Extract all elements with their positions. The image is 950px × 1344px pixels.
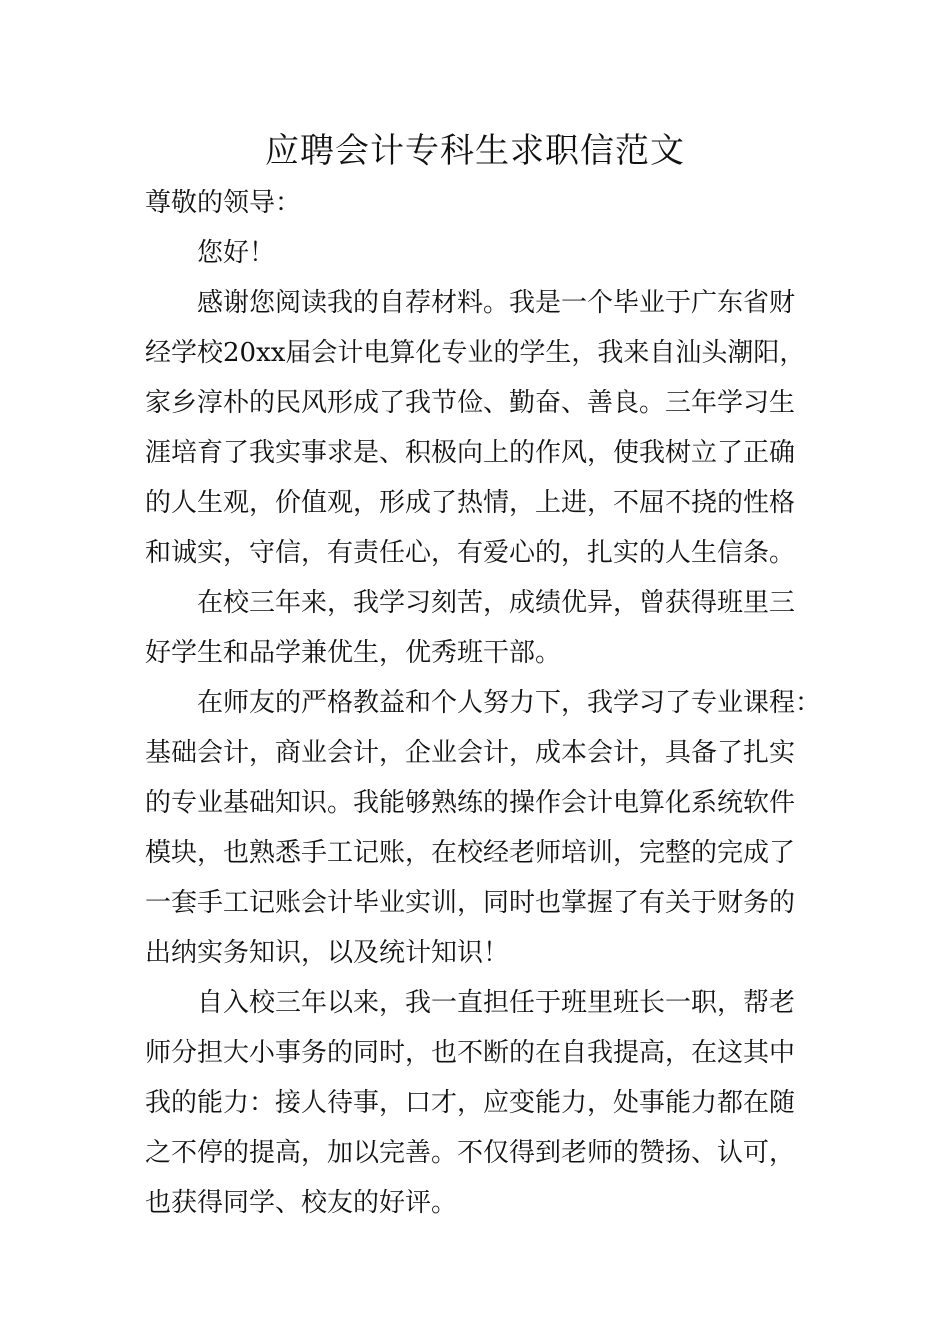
paragraph-line: 师分担大小事务的同时，也不断的在自我提高，在这其中 (145, 1038, 796, 1068)
paragraph-1 (145, 278, 815, 578)
paragraph-line: 感谢您阅读我的自荐材料。我是一个毕业于广东省财 (197, 288, 796, 318)
paragraph-line: 基础会计，商业会计，企业会计，成本会计，具备了扎实 (145, 738, 796, 768)
paragraph-2 (145, 578, 815, 678)
paragraph-line: 好学生和品学兼优生，优秀班干部。 (145, 638, 562, 668)
paragraph-line: 的人生观，价值观，形成了热情，上进，不屈不挠的性格 (145, 488, 796, 518)
paragraph-line: 模块，也熟悉手工记账，在校经老师培训，完整的完成了 (145, 838, 796, 868)
paragraph-3 (145, 678, 822, 978)
paragraph-line: 自入校三年以来，我一直担任于班里班长一职，帮老 (197, 988, 796, 1018)
paragraph-line: 在校三年来，我学习刻苦，成绩优异，曾获得班里三 (197, 588, 796, 618)
paragraph-line: 在师友的严格教益和个人努力下，我学习了专业课程： (197, 688, 822, 718)
greeting: 您好！ (197, 238, 276, 268)
paragraph-line: 和诚实，守信，有责任心，有爱心的，扎实的人生信条。 (145, 538, 796, 568)
paragraph-line: 我的能力：接人待事，口才，应变能力，处事能力都在随 (145, 1088, 796, 1118)
paragraph-line: 一套手工记账会计毕业实训，同时也掌握了有关于财务的 (145, 888, 796, 918)
paragraph-line: 出纳实务知识，以及统计知识！ (145, 938, 510, 968)
document-title: 应聘会计专科生求职信范文 (265, 131, 685, 171)
letter-body (145, 178, 822, 1228)
paragraph-4 (145, 978, 815, 1228)
paragraph-line: 之不停的提高，加以完善。不仅得到老师的赞扬、认可， (145, 1138, 796, 1168)
salutation: 尊敬的领导： (145, 188, 302, 218)
paragraph-line: 涯培育了我实事求是、积极向上的作风，使我树立了正确 (145, 438, 796, 468)
paragraph-line: 的专业基础知识。我能够熟练的操作会计电算化系统软件 (145, 788, 796, 818)
paragraph-line: 也获得同学、校友的好评。 (145, 1188, 458, 1218)
paragraph-line: 家乡淳朴的民风形成了我节俭、勤奋、善良。三年学习生 (145, 388, 796, 418)
paragraph-line: 经学校20xx届会计电算化专业的学生，我来自汕头潮阳， (145, 338, 806, 368)
